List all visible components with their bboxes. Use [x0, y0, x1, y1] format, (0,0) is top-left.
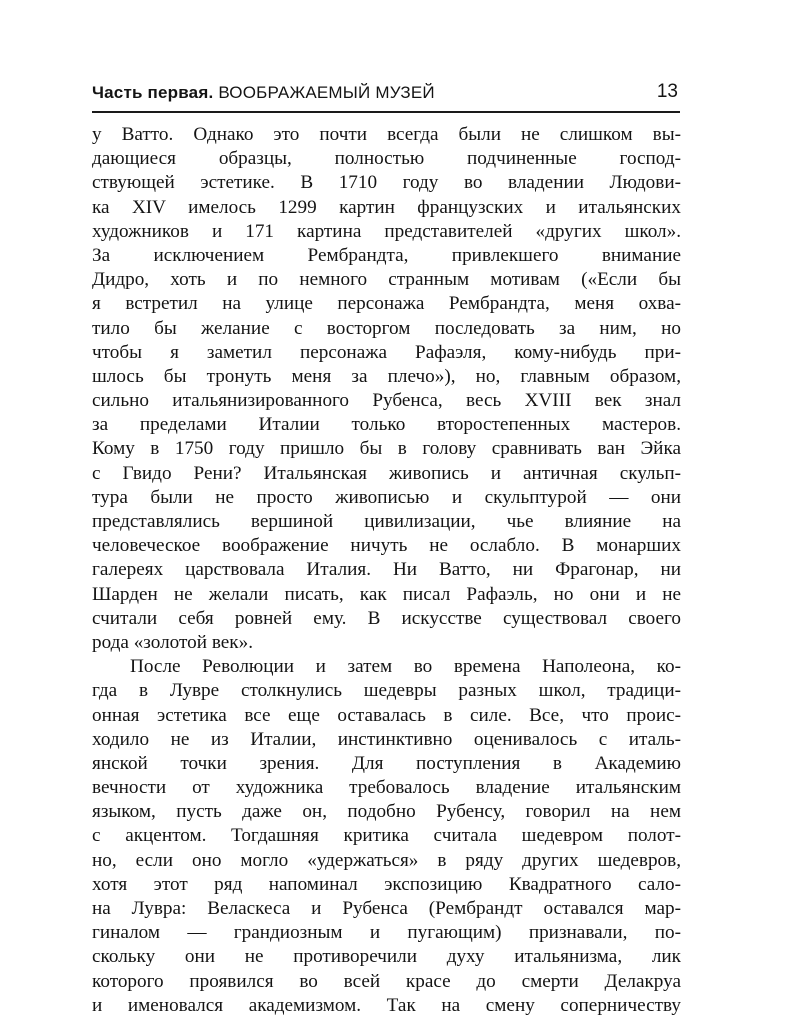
text-line: с Гвидо Рени? Итальянская живопись и античная скульп- [92, 462, 681, 484]
text-line: хотя этот ряд напоминал экспозицию Квадратного сало- [92, 873, 681, 895]
text-line: Дидро, хоть и по немного странным мотивам («Если бы [92, 269, 681, 291]
text-line: которого проявился во всей красе до смерти Делакруа [92, 970, 681, 992]
page-number: 13 [656, 81, 678, 102]
text-line: гда в Лувре столкнулись шедевры разных школ, традици- [92, 680, 681, 702]
text-line: у Ватто. Однако это почти всегда были не слишком вы- [92, 124, 681, 145]
text-line: считали себя ровней ему. В искусстве существовал своего [92, 607, 681, 629]
text-line: тило бы желание с восторгом последовать за ним, но [92, 317, 681, 339]
text-line: Шарден не желали писать, как писал Рафаэль, но они и не [92, 583, 681, 605]
text-line: рода «золотой век». [92, 631, 253, 653]
text-line: За исключением Рембрандта, привлекшего внимание [92, 244, 681, 266]
text-line: онная эстетика все еще оставалась в силе. Все, что проис- [92, 704, 681, 726]
header-section-title: ВООБРАЖАЕМЫЙ МУЗЕЙ [218, 83, 435, 102]
text-line: галереях царствовала Италия. Ни Ватто, ни Фрагонар, ни [92, 559, 681, 581]
header-part-label: Часть первая. [92, 83, 214, 102]
text-line: Кому в 1750 году пришло бы в голову сравнивать ван Эйка [92, 438, 681, 460]
running-header [92, 80, 680, 108]
text-line: гиналом — грандиозным и пугающим) признавали, по- [92, 922, 681, 944]
body-text [92, 123, 681, 1018]
text-line: чтобы я заметил персонажа Рафаэля, кому-нибудь при- [92, 341, 681, 363]
text-line: вечности от художника требовалось владение итальянским [92, 777, 681, 799]
text-line: представлялись вершиной цивилизации, чье влияние на [92, 511, 681, 532]
text-line: художников и 171 картина представителей «других школ». [92, 220, 681, 242]
text-line: ствующей эстетике. В 1710 году во владении Людови- [92, 172, 681, 194]
header-divider [92, 111, 680, 113]
text-line: После Революции и затем во времена Наполеона, ко- [130, 656, 681, 678]
text-line: я встретил на улице персонажа Рембрандта, меня охва- [92, 293, 681, 315]
text-line: с акцентом. Тогдашняя критика считала шедевром полот- [92, 825, 681, 847]
text-line: ка XIV имелось 1299 картин французских и итальянских [92, 196, 681, 218]
text-line: скольку они не противоречили духу итальянизма, лик [92, 946, 681, 968]
text-line: на Лувра: Веласкеса и Рубенса (Рембрандт оставался мар- [92, 898, 681, 919]
text-line: янской точки зрения. Для поступления в Академию [92, 752, 681, 774]
text-line: языком, пусть даже он, подобно Рубенсу, говорил на нем [92, 801, 681, 823]
text-line: тура были не просто живописью и скульптурой — они [92, 486, 681, 508]
paragraph-2 [92, 655, 681, 1018]
header-title [92, 82, 435, 104]
text-line: шлось бы тронуть меня за плечо»), но, главным образом, [92, 365, 681, 387]
text-line: но, если оно могло «удержаться» в ряду других шедевров, [92, 849, 681, 871]
text-line: за пределами Италии только второстепенных мастеров. [92, 414, 681, 436]
paragraph-1 [92, 123, 681, 655]
text-line: человеческое воображение ничуть не ослабло. В монарших [92, 535, 681, 557]
text-line: сильно итальянизированного Рубенса, весь XVIII век знал [92, 390, 681, 412]
text-line: дающиеся образцы, полностью подчиненные господ- [92, 148, 681, 170]
text-line: и именовался академизмом. Так на смену соперничеству [92, 994, 681, 1016]
text-line: ходило не из Италии, инстинктивно оценивалось с италь- [92, 728, 681, 750]
